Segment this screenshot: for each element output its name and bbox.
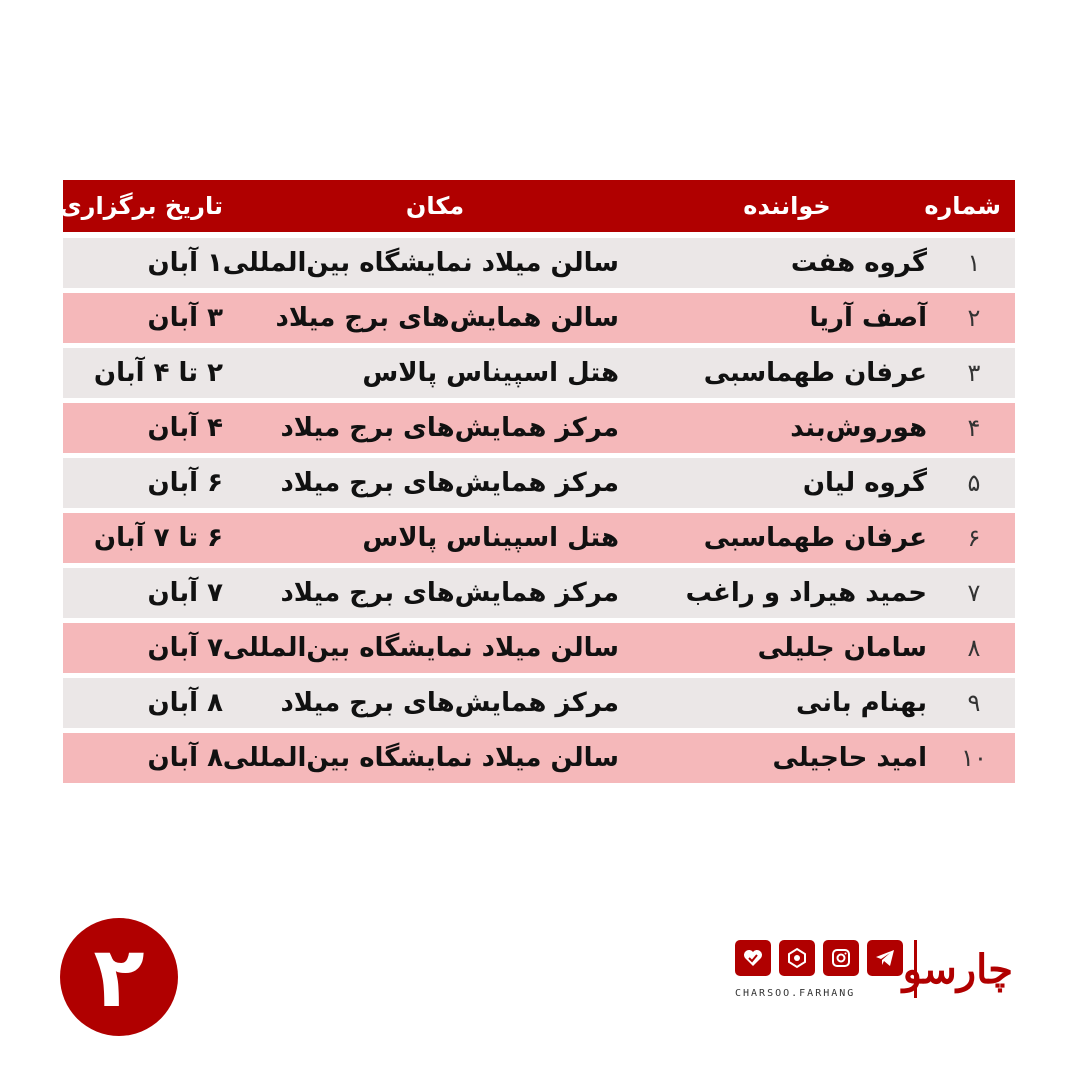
row-number: ۱ [967,249,981,277]
row-date: ۶ تا ۷ آبان [93,523,223,553]
row-date: ۷ آبان [147,633,223,663]
row-place: سالن میلاد نمایشگاه بین‌المللی [222,743,619,773]
logo-text: چارسو [902,946,1013,993]
header-singer: خواننده [743,192,831,220]
table-row [63,348,1015,398]
row-number: ۷ [967,579,981,607]
handle-text: CHARSOO.FARHANG [735,988,856,999]
row-date: ۲ تا ۴ آبان [93,358,223,388]
instagram-icon[interactable] [823,940,859,976]
row-singer: بهنام بانی [795,688,927,718]
row-date: ۳ آبان [147,303,223,333]
row-number: ۵ [967,469,981,497]
heart-check-icon[interactable] [735,940,771,976]
header-date: تاریخ برگزاری [59,192,223,220]
table-row [63,238,1015,288]
table-row [63,458,1015,508]
network-icon[interactable] [779,940,815,976]
row-singer: گروه لیان [802,468,927,498]
schedule-table [59,180,1015,788]
table-row [63,513,1015,563]
row-singer: امید حاجیلی [772,743,927,773]
table-row [63,733,1015,783]
header-place: مکان [405,192,465,220]
row-singer: آصف آریا [809,303,927,333]
row-number: ۴ [967,414,981,442]
row-date: ۴ آبان [147,413,223,443]
brand-logo [902,935,1013,1005]
table-body [63,238,1015,783]
row-date: ۶ آبان [147,468,223,498]
telegram-icon[interactable] [867,940,903,976]
social-icons [735,940,903,976]
row-place: سالن همایش‌های برج میلاد [275,303,619,333]
row-date: ۷ آبان [147,578,223,608]
row-date: ۸ آبان [147,688,223,718]
row-singer: عرفان طهماسبی [703,523,927,553]
row-number: ۲ [967,304,981,332]
table-row [63,623,1015,673]
header-number: شماره [924,192,1001,220]
row-singer: سامان جلیلی [757,633,927,663]
row-number: ۹ [967,689,981,717]
row-number: ۳ [967,359,981,387]
table-row [63,403,1015,453]
table-row [63,568,1015,618]
row-place: سالن میلاد نمایشگاه بین‌المللی [222,633,619,663]
social-footer [735,940,903,999]
row-number: ۱۰ [961,744,987,772]
row-number: ۸ [967,634,981,662]
row-number: ۶ [967,524,981,552]
row-place: مرکز همایش‌های برج میلاد [280,413,619,443]
table-row [63,678,1015,728]
row-place: هتل اسپیناس پالاس [362,358,619,388]
table-row [63,293,1015,343]
table-header-row [59,180,1015,232]
row-singer: حمید هیراد و راغب [685,578,927,608]
row-date: ۱ آبان [147,248,223,278]
row-place: مرکز همایش‌های برج میلاد [280,688,619,718]
row-singer: هوروش‌بند [790,413,927,443]
row-place: مرکز همایش‌های برج میلاد [280,578,619,608]
row-place: هتل اسپیناس پالاس [362,523,619,553]
row-singer: گروه هفت [790,248,927,278]
page-number-badge: ۲ [60,918,178,1036]
row-singer: عرفان طهماسبی [703,358,927,388]
row-place: سالن میلاد نمایشگاه بین‌المللی [222,248,619,278]
row-date: ۸ آبان [147,743,223,773]
row-place: مرکز همایش‌های برج میلاد [280,468,619,498]
